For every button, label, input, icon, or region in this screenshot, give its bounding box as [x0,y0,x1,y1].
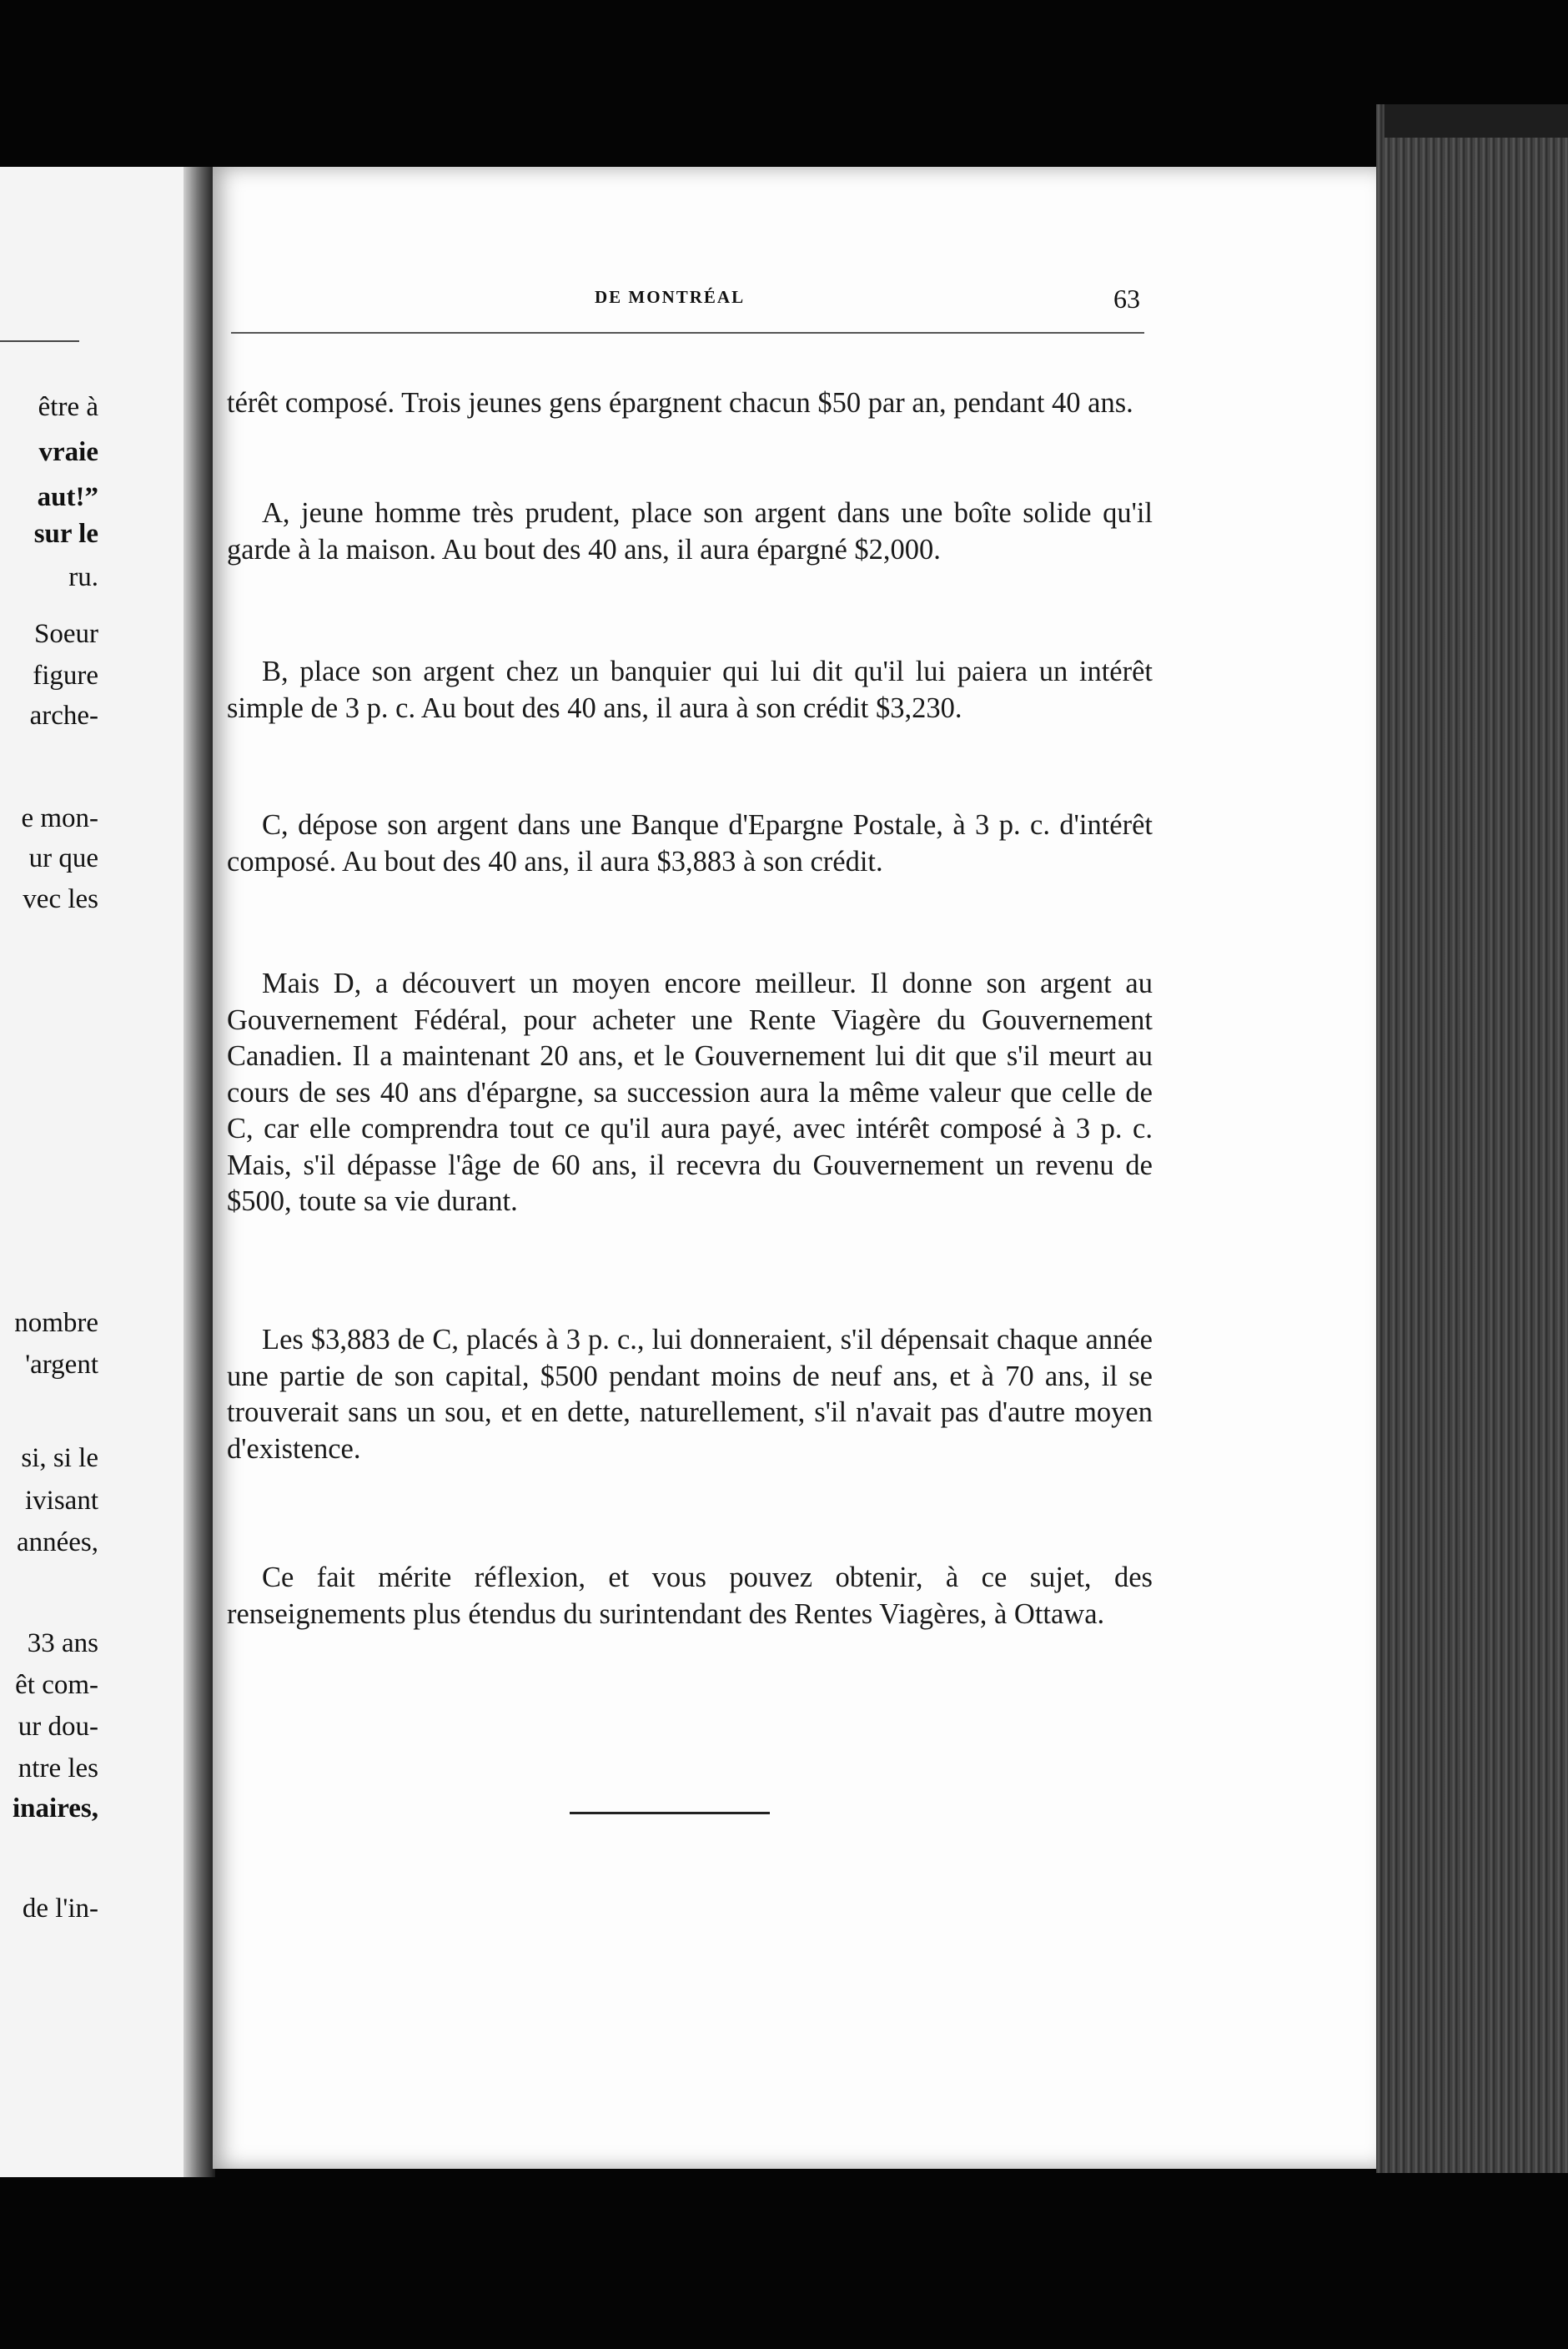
left-page-fragment: Soeur [34,619,98,649]
paragraph-conclusion: Ce fait mérite réflexion, et vous pouvez obtenir, à ce sujet, des renseignements plus étendus du surintendant des Rentes Viagères, à Ottawa. [227,1562,1153,1630]
running-header-title: DE MONTRÉAL [595,287,746,307]
left-page-fragment: 33 ans [27,1628,98,1658]
left-page-fragment: si, si le [21,1443,98,1473]
left-page-fragment: ur dou- [18,1712,98,1742]
left-page-fragment: ivisant [25,1486,98,1516]
left-page-fragment: vraie [38,437,98,467]
left-page-fragment: être à [38,392,98,422]
left-page-fragment: sur le [33,519,98,549]
left-page-fragment: figure [33,661,98,691]
previous-page-header-rule [0,340,79,342]
paragraph-d: Mais D, a découvert un moyen encore meilleur. Il donne son argent au Gouvernement Fédéral, pour acheter une Rente Viagère du Gouvernement Canadien. Il a maintenant 20 ans, et le Gouvernement lui dit que s'il meurt au cours de ses 40 ans d'épargne, sa succession aura la même valeur que celle de C, car elle comprendra tout ce qu'il aura payé, avec intérêt composé à 3 p. c. Mais, s'il dépasse l'âge de 60 ans, il recevra du Gouvernement un revenu de $500, toute sa vie durant. [227,968,1153,1217]
book-page-block-edge [1376,104,1568,2173]
left-page-fragment: de l'in- [22,1894,98,1924]
left-page-fragment: arche- [29,701,98,731]
header-rule [231,332,1144,334]
left-page-fragment: nombre [14,1308,98,1338]
book-gutter [183,167,215,2177]
left-page-fragment: vec les [23,884,98,914]
left-page-fragment: ur que [28,843,98,873]
left-page-fragment: e mon- [21,803,98,833]
left-page-fragment: inaires, [13,1793,98,1823]
section-end-rule [570,1812,770,1814]
paragraph-intro: térêt composé. Trois jeunes gens épargnent chacun $50 par an, pendant 40 ans. [227,387,1133,419]
book-cover-top [1385,104,1568,138]
previous-page [0,167,193,2177]
left-page-fragment: ntre les [18,1753,98,1783]
paragraph-c: C, dépose son argent dans une Banque d'Epargne Postale, à 3 p. c. d'intérêt composé. Au bout des 40 ans, il aura $3,883 à son crédit. [227,809,1153,878]
left-page-fragment: 'argent [25,1350,98,1380]
left-page-fragment: années, [16,1527,98,1557]
left-page-fragment: ru. [68,562,98,592]
paragraph-comparison: Les $3,883 de C, placés à 3 p. c., lui donneraient, s'il dépensait chaque année une partie de son capital, $500 pendant moins de neuf ans, et à 70 ans, il se trouverait sans un sou, et en dette, naturellement, s'il n'avait pas d'autre moyen d'existence. [227,1324,1153,1465]
page-number: 63 [1113,284,1140,314]
left-page-fragment: êt com- [15,1670,98,1700]
paragraph-a: A, jeune homme très prudent, place son argent dans une boîte solide qu'il garde à la maison. Au bout des 40 ans, il aura épargné $2,000. [227,497,1153,566]
left-page-fragment: aut!” [37,482,98,512]
paragraph-b: B, place son argent chez un banquier qui lui dit qu'il lui paiera un intérêt simple de 3 p. c. Au bout des 40 ans, il aura à son crédit $3,230. [227,656,1153,724]
